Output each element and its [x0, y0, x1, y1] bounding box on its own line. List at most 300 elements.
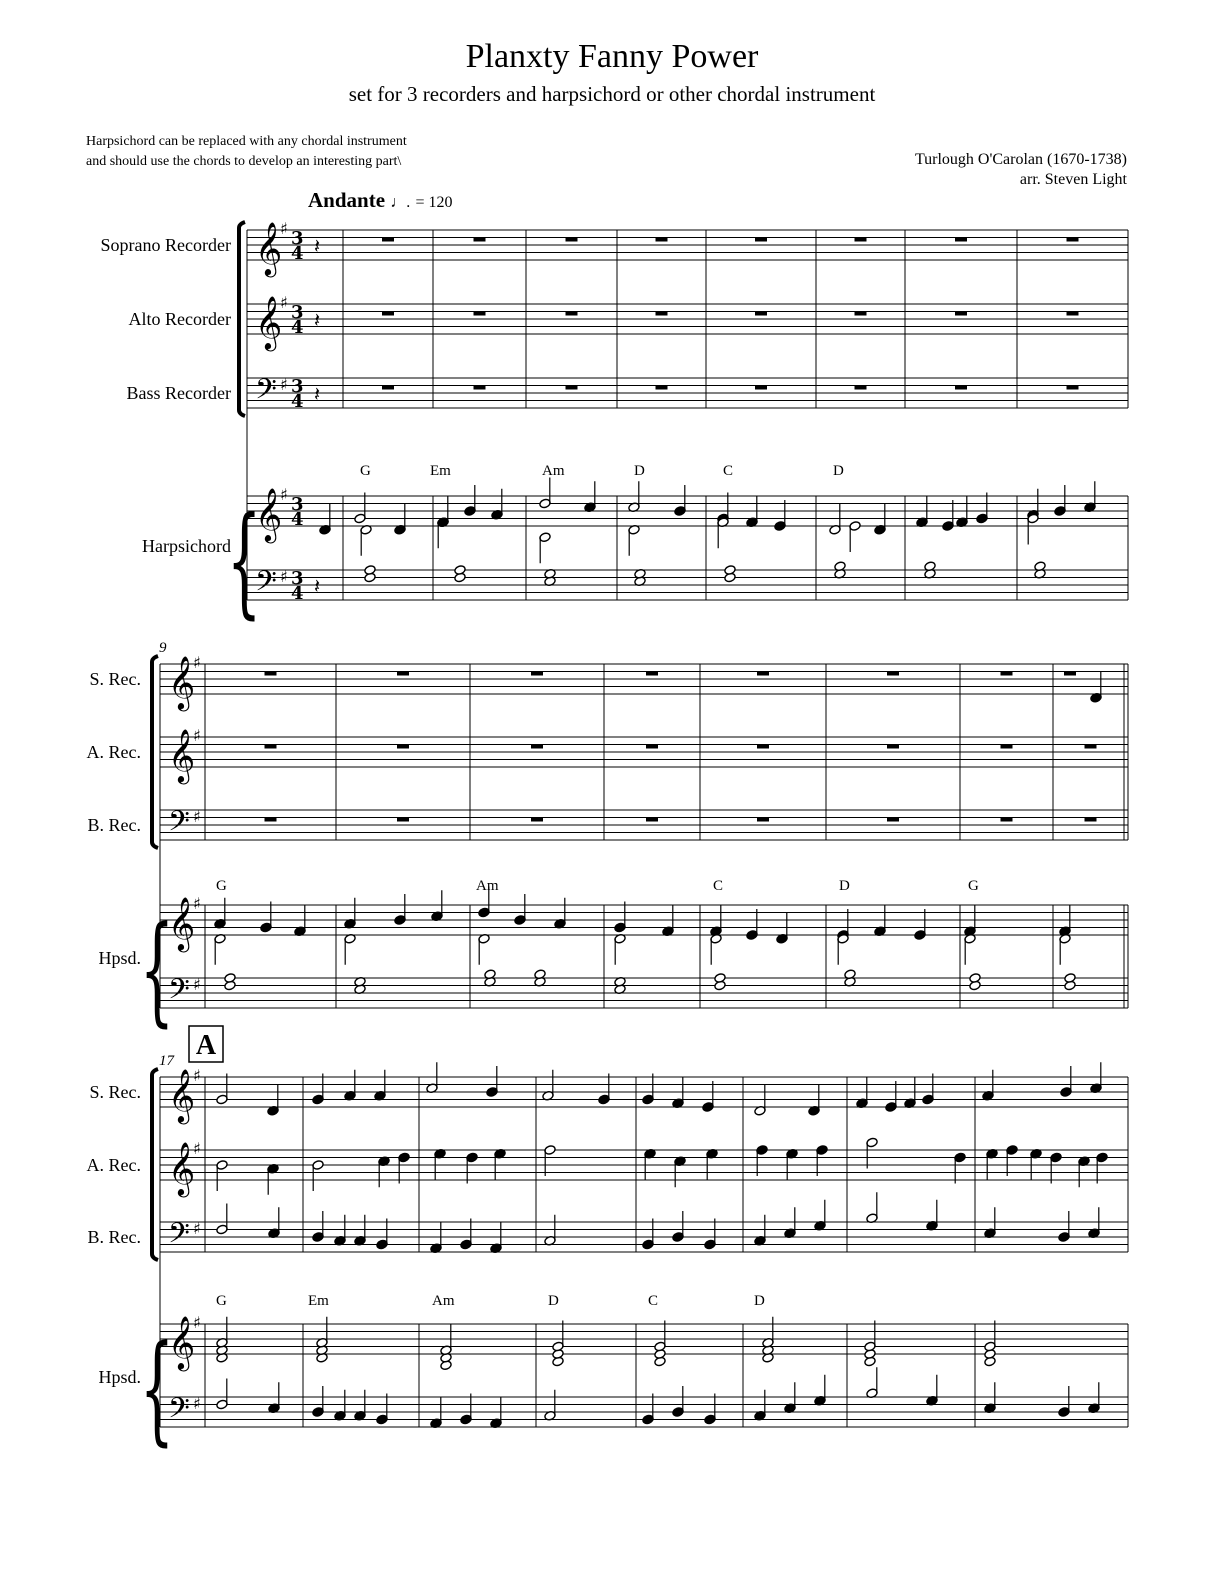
chord-symbol: G — [216, 878, 227, 894]
whole-rest — [656, 238, 668, 242]
time-signature-numerator: 3 — [291, 494, 304, 515]
note — [431, 890, 443, 921]
note — [466, 1152, 478, 1183]
note — [704, 1394, 716, 1425]
whole-rest — [1001, 745, 1013, 749]
note — [514, 894, 526, 925]
chord-symbol: D — [634, 463, 645, 479]
quarter-rest-icon: 𝄽 — [314, 574, 321, 598]
whole-rest — [265, 745, 277, 749]
time-signature-numerator: 3 — [291, 302, 304, 323]
whole-rest — [887, 818, 899, 822]
note — [312, 1386, 324, 1417]
note — [360, 524, 372, 555]
note — [984, 1382, 996, 1413]
whole-rest — [855, 238, 867, 242]
chord-symbol: G — [216, 1293, 227, 1309]
whole-rest — [1067, 386, 1079, 390]
note — [312, 1211, 324, 1242]
chord-symbol: D — [833, 463, 844, 479]
whole-rest — [887, 672, 899, 676]
instrument-label: Bass Recorder — [126, 383, 231, 403]
note — [654, 1321, 666, 1352]
bass-clef-icon: 𝄢 — [168, 1217, 190, 1257]
staff-5 — [247, 570, 1128, 600]
note — [216, 1160, 228, 1191]
note — [1027, 513, 1039, 544]
note — [1058, 1386, 1070, 1417]
note — [430, 1222, 442, 1253]
staff-3 — [160, 810, 1128, 840]
note — [814, 1375, 826, 1406]
note — [956, 496, 968, 527]
note — [267, 1085, 279, 1116]
instrument-label: Alto Recorder — [128, 309, 231, 329]
time-signature-denominator: 4 — [291, 509, 304, 530]
staff-3 — [247, 378, 1128, 408]
whole-rest — [397, 818, 409, 822]
chord-symbol: C — [713, 878, 724, 894]
note — [642, 1219, 654, 1250]
chord-symbol: Am — [542, 463, 565, 479]
chord-symbol: Em — [430, 463, 451, 479]
dotted-quarter-icon: ♩. — [390, 194, 411, 211]
whole-rest — [656, 386, 668, 390]
treble-clef-icon: 𝄞 — [255, 295, 283, 349]
note — [1078, 1156, 1090, 1187]
chord-symbol: D — [548, 1293, 559, 1309]
time-signature-denominator: 4 — [291, 583, 304, 604]
time-signature-numerator: 3 — [291, 376, 304, 397]
note — [986, 1148, 998, 1179]
whole-rest — [887, 745, 899, 749]
sharp-icon: ♯ — [193, 894, 201, 913]
note — [885, 1081, 897, 1112]
note — [628, 524, 640, 555]
sharp-icon: ♯ — [280, 219, 288, 238]
note — [354, 1215, 366, 1246]
note — [808, 1085, 820, 1116]
note — [964, 933, 976, 964]
whole-rest — [646, 672, 658, 676]
staff-2 — [247, 304, 1128, 334]
note — [494, 1148, 506, 1179]
instrument-label-harpsichord: Hpsd. — [98, 1367, 141, 1387]
whole-rest — [755, 238, 767, 242]
sharp-icon: ♯ — [280, 375, 288, 394]
note — [706, 1148, 718, 1179]
note — [454, 565, 466, 576]
note — [394, 894, 406, 925]
whole-rest — [1085, 745, 1097, 749]
treble-clef-icon: 𝄞 — [168, 1141, 196, 1195]
staff-2 — [160, 737, 1128, 767]
note — [922, 1074, 934, 1105]
whole-rest — [265, 818, 277, 822]
note — [294, 905, 306, 936]
whole-rest — [646, 745, 658, 749]
chord-symbol: D — [754, 1293, 765, 1309]
note — [644, 1148, 656, 1179]
whole-rest — [531, 672, 543, 676]
note — [434, 1148, 446, 1179]
whole-rest — [566, 312, 578, 316]
whole-rest — [531, 745, 543, 749]
note — [864, 1321, 876, 1352]
whole-rest — [1001, 818, 1013, 822]
note — [378, 1156, 390, 1187]
note — [539, 532, 551, 563]
note — [430, 1397, 442, 1428]
note — [762, 1317, 774, 1348]
note — [344, 898, 356, 929]
score-subtitle: set for 3 recorders and harpsichord or other chordal instrument — [348, 82, 876, 106]
chord-symbol: C — [648, 1293, 659, 1309]
sharp-icon: ♯ — [193, 1219, 201, 1238]
note — [376, 1394, 388, 1425]
whole-rest — [1064, 672, 1076, 676]
staff-bracket — [239, 222, 245, 416]
whole-rest — [474, 238, 486, 242]
note — [398, 1152, 410, 1183]
note — [754, 1390, 766, 1421]
note — [490, 1222, 502, 1253]
note — [1060, 1066, 1072, 1097]
whole-rest — [955, 386, 967, 390]
note — [1088, 1382, 1100, 1413]
note — [1059, 905, 1071, 936]
notehead — [364, 565, 376, 576]
whole-rest — [757, 672, 769, 676]
whole-rest — [1067, 238, 1079, 242]
note — [1064, 973, 1076, 984]
whole-rest — [855, 386, 867, 390]
tempo-word: Andante — [308, 188, 386, 212]
staff-4 — [247, 496, 1128, 526]
instrument-label: Soprano Recorder — [100, 235, 231, 255]
sharp-icon: ♯ — [280, 485, 288, 504]
note — [460, 1394, 472, 1425]
note — [1088, 1207, 1100, 1238]
time-signature-numerator: 3 — [291, 228, 304, 249]
note — [478, 933, 490, 964]
whole-rest — [382, 238, 394, 242]
chord-symbol: D — [839, 878, 850, 894]
staff-2 — [160, 1150, 1128, 1180]
composer: Turlough O'Carolan (1670-1738) — [914, 151, 1127, 168]
staff-bracket — [152, 1069, 158, 1260]
sharp-icon: ♯ — [280, 293, 288, 312]
rehearsal-mark: A — [195, 1030, 217, 1061]
sharp-icon: ♯ — [193, 1139, 201, 1158]
note — [754, 1215, 766, 1246]
performance-note-line-2: and should use the chords to develop an interesting part\ — [86, 154, 402, 169]
note — [460, 1219, 472, 1250]
note — [1050, 1152, 1062, 1183]
note — [394, 504, 406, 535]
notehead — [724, 565, 736, 576]
note — [1096, 1152, 1108, 1183]
note — [544, 1390, 556, 1421]
score-title: Planxty Fanny Power — [465, 38, 759, 75]
note — [776, 913, 788, 944]
measure-number: 9 — [159, 640, 167, 656]
sharp-icon: ♯ — [193, 1313, 201, 1332]
note — [849, 521, 861, 552]
note — [784, 1382, 796, 1413]
note — [662, 905, 674, 936]
note — [554, 898, 566, 929]
treble-clef-icon: 𝄞 — [168, 896, 196, 950]
note — [672, 1211, 684, 1242]
bass-clef-icon: 𝄢 — [168, 973, 190, 1013]
note — [614, 902, 626, 933]
note — [724, 565, 736, 576]
note — [674, 1156, 686, 1187]
notehead — [714, 973, 726, 984]
time-signature-denominator: 4 — [291, 317, 304, 338]
whole-rest — [382, 312, 394, 316]
notehead — [454, 565, 466, 576]
note — [312, 1074, 324, 1105]
brace-icon: { — [140, 1319, 174, 1458]
note — [214, 933, 226, 964]
staff-bracket — [152, 656, 158, 848]
whole-rest — [566, 386, 578, 390]
note — [914, 909, 926, 940]
time-signature-denominator: 4 — [291, 391, 304, 412]
note — [754, 1085, 766, 1116]
chord-symbol: Am — [476, 878, 499, 894]
quarter-rest-icon: 𝄽 — [314, 382, 321, 406]
quarter-rest-icon: 𝄽 — [314, 234, 321, 258]
quarter-rest-icon: 𝄽 — [314, 308, 321, 332]
whole-rest — [646, 818, 658, 822]
chord-symbol: Em — [308, 1293, 329, 1309]
bass-clef-icon: 𝄢 — [255, 565, 277, 605]
note — [710, 933, 722, 964]
note — [268, 1382, 280, 1413]
note — [614, 933, 626, 964]
whole-rest — [265, 672, 277, 676]
note — [490, 1397, 502, 1428]
note — [628, 481, 640, 512]
note — [1058, 1211, 1070, 1242]
note — [344, 1070, 356, 1101]
note — [926, 1375, 938, 1406]
note — [216, 1317, 228, 1348]
time-signature-denominator: 4 — [291, 243, 304, 264]
instrument-label: A. Rec. — [86, 742, 141, 762]
note — [829, 504, 841, 535]
instrument-label-harpsichord: Harpsichord — [142, 536, 231, 556]
whole-rest — [955, 238, 967, 242]
instrument-label: A. Rec. — [86, 1155, 141, 1175]
whole-rest — [474, 312, 486, 316]
whole-rest — [757, 745, 769, 749]
note — [984, 1207, 996, 1238]
chord-symbol: G — [360, 463, 371, 479]
note — [1059, 933, 1071, 964]
brace-icon: { — [227, 491, 262, 631]
whole-rest — [566, 238, 578, 242]
whole-rest — [1085, 818, 1097, 822]
note — [969, 973, 981, 984]
note — [866, 1192, 878, 1223]
note — [354, 1390, 366, 1421]
note — [1030, 1148, 1042, 1179]
whole-rest — [656, 312, 668, 316]
brace-icon: { — [140, 900, 174, 1039]
instrument-label-harpsichord: Hpsd. — [98, 948, 141, 968]
chord-symbol: Am — [432, 1293, 455, 1309]
instrument-label: B. Rec. — [87, 815, 141, 835]
note — [216, 1074, 228, 1105]
note — [704, 1219, 716, 1250]
time-signature-numerator: 3 — [291, 568, 304, 589]
treble-clef-icon: 𝄞 — [168, 1315, 196, 1369]
note — [942, 500, 954, 531]
note — [674, 485, 686, 516]
whole-rest — [474, 386, 486, 390]
note — [702, 1081, 714, 1112]
note — [544, 1215, 556, 1246]
note — [672, 1077, 684, 1108]
note — [464, 485, 476, 516]
note — [552, 1321, 564, 1352]
note — [426, 1062, 438, 1093]
note — [486, 1066, 498, 1097]
chord-symbol: G — [968, 878, 979, 894]
note — [874, 504, 886, 535]
note — [437, 517, 449, 548]
note — [816, 1145, 828, 1176]
note — [746, 496, 758, 527]
note — [214, 898, 226, 929]
note — [982, 1070, 994, 1101]
note — [542, 1070, 554, 1101]
note — [814, 1200, 826, 1231]
note — [1006, 1145, 1018, 1176]
staff-1 — [160, 664, 1128, 694]
note — [491, 489, 503, 520]
note — [1084, 481, 1096, 512]
treble-clef-icon: 𝄞 — [168, 655, 196, 709]
chord-symbol: C — [723, 463, 734, 479]
treble-clef-icon: 𝄞 — [168, 1068, 196, 1122]
sharp-icon: ♯ — [193, 1394, 201, 1413]
note — [874, 905, 886, 936]
instrument-label: B. Rec. — [87, 1227, 141, 1247]
whole-rest — [382, 386, 394, 390]
note — [904, 1077, 916, 1108]
note — [260, 902, 272, 933]
note — [642, 1394, 654, 1425]
note — [224, 973, 236, 984]
note — [714, 973, 726, 984]
treble-clef-icon: 𝄞 — [255, 487, 283, 541]
whole-rest — [755, 312, 767, 316]
note — [539, 478, 551, 509]
note — [717, 517, 729, 548]
bass-clef-icon: 𝄢 — [255, 373, 277, 413]
note — [354, 493, 366, 524]
note — [746, 909, 758, 940]
note — [1090, 672, 1102, 703]
note — [672, 1386, 684, 1417]
whole-rest — [1001, 672, 1013, 676]
note — [642, 1074, 654, 1105]
note — [756, 1145, 768, 1176]
bass-clef-icon: 𝄢 — [168, 1392, 190, 1432]
whole-rest — [955, 312, 967, 316]
whole-rest — [1067, 312, 1079, 316]
note — [786, 1148, 798, 1179]
note — [954, 1152, 966, 1183]
sharp-icon: ♯ — [193, 653, 201, 672]
treble-clef-icon: 𝄞 — [168, 728, 196, 782]
whole-rest — [397, 672, 409, 676]
note — [964, 905, 976, 936]
note — [374, 1070, 386, 1101]
note — [1054, 485, 1066, 516]
arranger: arr. Steven Light — [1019, 171, 1127, 188]
note — [440, 1324, 452, 1355]
note — [710, 905, 722, 936]
note — [926, 1200, 938, 1231]
note — [784, 1207, 796, 1238]
note — [774, 500, 786, 531]
note — [1090, 1062, 1102, 1093]
whole-rest — [855, 312, 867, 316]
instrument-label: S. Rec. — [89, 669, 141, 689]
note — [268, 1207, 280, 1238]
note — [364, 565, 376, 576]
notehead — [1064, 973, 1076, 984]
note — [216, 1204, 228, 1235]
staff-5 — [160, 978, 1128, 1008]
note — [866, 1137, 878, 1168]
notehead — [224, 973, 236, 984]
whole-rest — [755, 386, 767, 390]
note — [334, 1390, 346, 1421]
whole-rest — [757, 818, 769, 822]
note — [319, 504, 331, 535]
note — [312, 1160, 324, 1191]
sharp-icon: ♯ — [193, 975, 201, 994]
measure-number: 17 — [159, 1053, 174, 1069]
note — [866, 1367, 878, 1398]
note — [976, 493, 988, 524]
note — [344, 933, 356, 964]
note — [267, 1163, 279, 1194]
performance-note-line-1: Harpsichord can be replaced with any chordal instrument — [86, 134, 407, 149]
staff-4 — [160, 1324, 1128, 1354]
note — [837, 933, 849, 964]
whole-rest — [531, 818, 543, 822]
treble-clef-icon: 𝄞 — [255, 221, 283, 275]
whole-rest — [397, 745, 409, 749]
instrument-label: S. Rec. — [89, 1082, 141, 1102]
note — [216, 1379, 228, 1410]
note — [598, 1074, 610, 1105]
bass-clef-icon: 𝄢 — [168, 805, 190, 845]
tempo-value: = 120 — [415, 194, 453, 211]
staff-1 — [247, 230, 1128, 260]
note — [316, 1317, 328, 1348]
note — [544, 1145, 556, 1176]
notehead — [969, 973, 981, 984]
